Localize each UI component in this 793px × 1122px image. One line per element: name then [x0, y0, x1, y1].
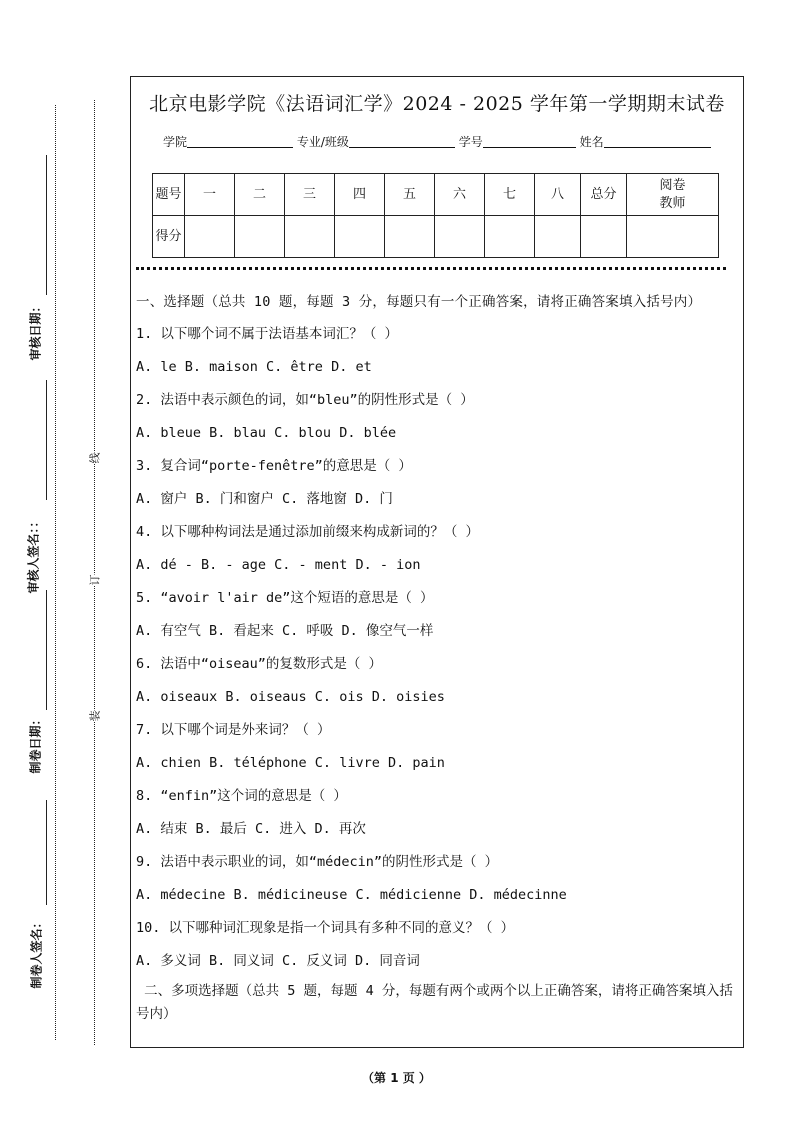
field-name-label: 姓名: [579, 135, 604, 149]
options-line: A. oiseaux B. oiseaus C. ois D. oisies: [136, 689, 445, 705]
score-row-label: 得分: [153, 216, 185, 258]
field-college-blank[interactable]: [187, 135, 293, 148]
score-cell[interactable]: [581, 216, 627, 258]
sign-line-4: [46, 800, 47, 905]
score-header-cell: 三: [285, 174, 335, 216]
sign-line-3: [46, 590, 47, 710]
options-line: A. 有空气 B. 看起来 C. 呼吸 D. 像空气一样: [136, 623, 434, 639]
options-line: A. bleue B. blau C. blou D. blée: [136, 425, 397, 441]
question-body: [136, 291, 740, 1040]
question-line: 2. 法语中表示颜色的词，如“bleu”的阴性形式是（ ）: [136, 392, 474, 408]
options-line: A. 结束 B. 最后 C. 进入 D. 再次: [136, 821, 366, 837]
exam-frame: [130, 76, 744, 1048]
score-table: [152, 173, 719, 258]
score-header-cell: 阅卷教师: [627, 174, 719, 216]
score-header-cell: 五: [385, 174, 435, 216]
binding-dotted-line-outer: [55, 105, 56, 1040]
score-header-cell: 八: [535, 174, 581, 216]
question-line: 9. 法语中表示职业的词，如“médecin”的阴性形式是（ ）: [136, 854, 499, 870]
score-cell[interactable]: [285, 216, 335, 258]
question-line: 6. 法语中“oiseau”的复数形式是（ ）: [136, 656, 383, 672]
reviewer-signature-label: 审核人签名：：: [26, 515, 41, 594]
page-number: （第 1 页 ）: [362, 1071, 431, 1085]
question-line: 10. 以下哪种词汇现象是指一个词具有多种不同的意义？（ ）: [136, 920, 515, 936]
score-cell[interactable]: [535, 216, 581, 258]
options-line: A. 窗户 B. 门和窗户 C. 落地窗 D. 门: [136, 491, 393, 507]
options-line: A. le B. maison C. être D. et: [136, 359, 372, 375]
field-id-label: 学号: [458, 135, 483, 149]
section1-lines: [136, 318, 740, 978]
question-line: 5. “avoir l'air de”这个短语的意思是（ ）: [136, 590, 434, 606]
question-line: 1. 以下哪个词不属于法语基本词汇？（ ）: [136, 326, 399, 342]
preparer-signature-label: 制卷人签名：: [29, 916, 44, 989]
options-line: A. dé - B. - age C. - ment D. - ion: [136, 557, 421, 573]
student-info-row: [163, 133, 711, 150]
sign-line-1: [46, 155, 47, 295]
sign-line-2: [46, 380, 47, 500]
binding-mark-ding: 订: [88, 574, 102, 586]
score-header-cell: 题号: [153, 174, 185, 216]
score-cell[interactable]: [235, 216, 285, 258]
score-cell[interactable]: [185, 216, 235, 258]
score-cell[interactable]: [385, 216, 435, 258]
exam-title: 北京电影学院《法语词汇学》2024 - 2025 学年第一学期期末试卷: [149, 93, 725, 115]
score-table-score-row: [153, 216, 719, 258]
section1-heading: 一、选择题（总共 10 题，每题 3 分，每题只有一个正确答案，请将正确答案填入括号内）: [136, 294, 702, 310]
score-cell[interactable]: [627, 216, 719, 258]
options-line: A. médecine B. médicineuse C. médicienne D. médecinne: [136, 887, 567, 903]
separator-dotted-line: [136, 267, 726, 270]
binding-mark-zhuang: 装: [88, 710, 102, 722]
score-header-cell: 一: [185, 174, 235, 216]
score-cell[interactable]: [435, 216, 485, 258]
question-line: 3. 复合词“porte-fenêtre”的意思是（ ）: [136, 458, 412, 474]
options-line: A. chien B. téléphone C. livre D. pain: [136, 755, 445, 771]
field-major-label: 专业/班级: [296, 135, 349, 149]
question-line: 4. 以下哪种构词法是通过添加前缀来构成新词的？（ ）: [136, 524, 480, 540]
score-cell[interactable]: [335, 216, 385, 258]
question-line: 7. 以下哪个词是外来词？（ ）: [136, 722, 331, 738]
score-header-cell: 六: [435, 174, 485, 216]
binding-dotted-line-inner: [94, 100, 95, 1045]
field-major-blank[interactable]: [349, 135, 455, 148]
section2-heading: 二、多项选择题（总共 5 题，每题 4 分，每题有两个或两个以上正确答案，请将正确答案填入括号内）: [136, 983, 733, 1022]
options-line: A. 多义词 B. 同义词 C. 反义词 D. 同音词: [136, 953, 420, 969]
review-date-label: 审核日期：: [28, 300, 43, 361]
field-id-blank[interactable]: [483, 135, 576, 148]
field-college-label: 学院: [163, 135, 188, 149]
prepare-date-label: 制卷日期：: [28, 713, 43, 774]
field-name-blank[interactable]: [604, 135, 711, 148]
binding-mark-xian: 线: [88, 452, 102, 464]
question-line: 8. “enfin”这个词的意思是（ ）: [136, 788, 347, 804]
score-cell[interactable]: [485, 216, 535, 258]
score-table-header-row: [153, 174, 719, 216]
score-header-cell: 七: [485, 174, 535, 216]
score-header-cell: 二: [235, 174, 285, 216]
score-header-cell: 四: [335, 174, 385, 216]
score-header-cell: 总分: [581, 174, 627, 216]
